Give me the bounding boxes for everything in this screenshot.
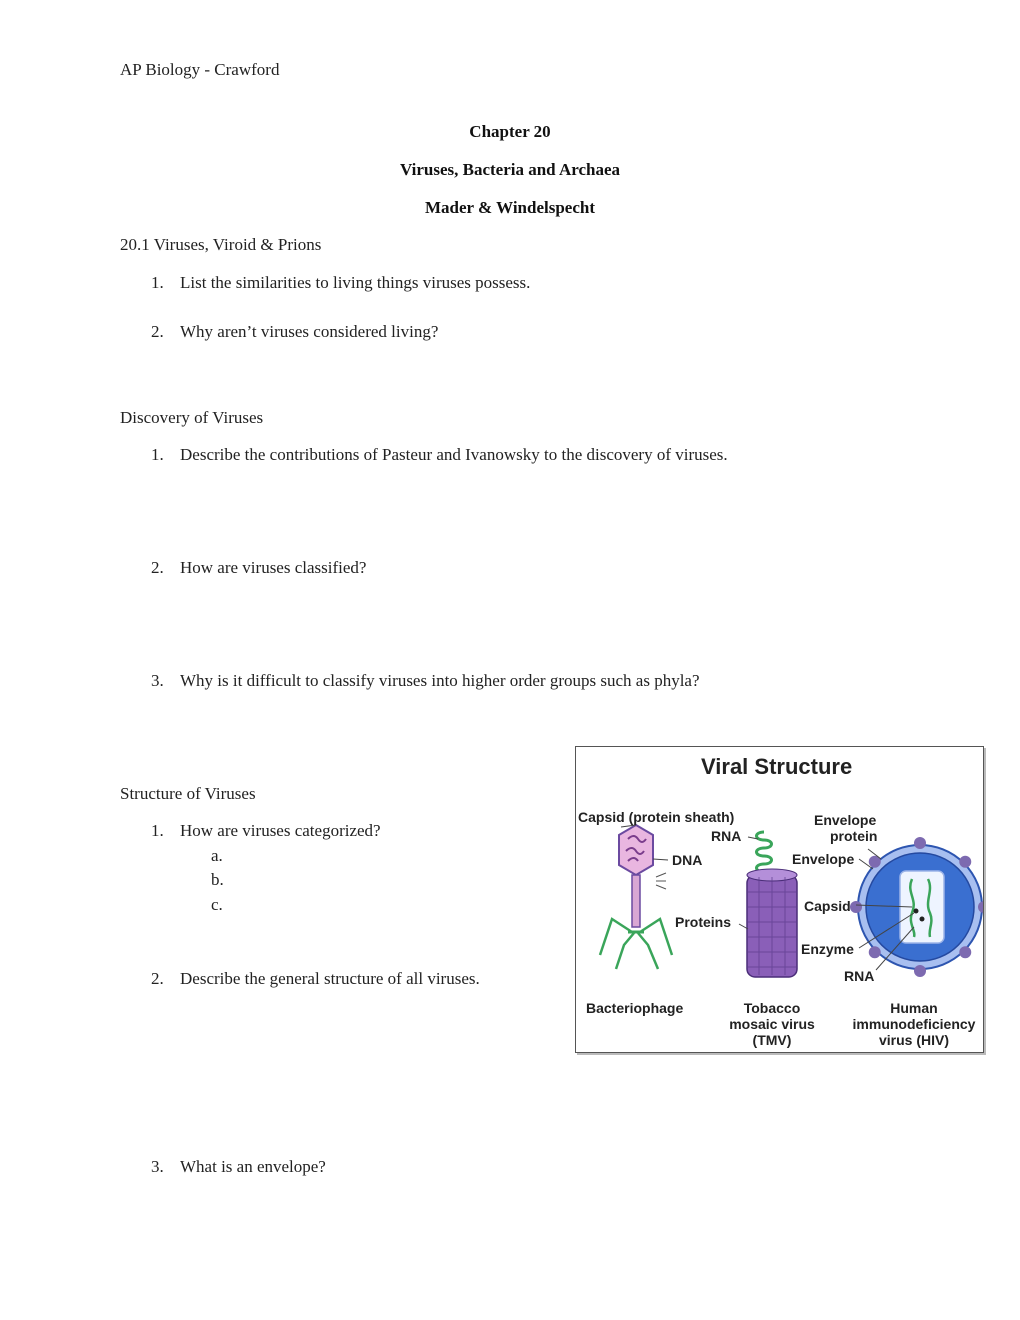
caption-hiv-line2: immunodeficiency (852, 1016, 976, 1032)
question-item (151, 1157, 326, 1177)
authors-title: Mader & Windelspecht (424, 198, 595, 217)
question-number: 2. (151, 322, 164, 341)
question-item (151, 671, 700, 691)
caption-hiv-line1: Human (890, 1000, 938, 1016)
label-proteins: Proteins (675, 914, 732, 930)
question-item (151, 821, 381, 841)
sub-item: a. (211, 846, 223, 865)
question-number: 2. (151, 558, 164, 577)
question-item (151, 445, 728, 465)
viral-structure-figure (575, 746, 984, 1053)
question-item (151, 969, 480, 989)
question-item (151, 322, 438, 342)
question-number: 2. (151, 969, 164, 988)
caption-bacteriophage: Bacteriophage (586, 1000, 684, 1016)
question-number: 3. (151, 1157, 164, 1176)
question-item (151, 273, 530, 293)
course-header: AP Biology - Crawford (120, 60, 280, 79)
label-envelope: Envelope (792, 851, 855, 867)
question-text: How are viruses classified? (180, 558, 367, 577)
question-number: 3. (151, 671, 164, 690)
question-text: Describe the general structure of all viruses. (180, 969, 480, 988)
sub-item: c. (211, 895, 223, 914)
chapter-title: Chapter 20 (469, 122, 551, 141)
question-text: Why is it difficult to classify viruses into higher order groups such as phyla? (180, 671, 700, 690)
label-rna-tmv: RNA (711, 828, 742, 844)
question-text: List the similarities to living things viruses possess. (180, 273, 531, 292)
label-rna-hiv: RNA (844, 968, 875, 984)
hiv-drawing (850, 837, 983, 977)
bacteriophage-drawing (600, 825, 672, 969)
question-number: 1. (151, 445, 164, 464)
section-heading: Structure of Viruses (120, 784, 256, 803)
figure-title: Viral Structure (701, 754, 853, 779)
section-heading: 20.1 Viruses, Viroid & Prions (120, 235, 322, 254)
question-number: 1. (151, 273, 164, 292)
question-text: What is an envelope? (180, 1157, 326, 1176)
caption-hiv-line3: virus (HIV) (878, 1032, 950, 1048)
label-envelope-protein-1: Envelope (814, 812, 877, 828)
question-text: How are viruses categorized? (180, 821, 381, 840)
caption-tmv-line1: Tobacco (743, 1000, 801, 1016)
label-capsid: Capsid (804, 898, 851, 914)
sub-item: b. (211, 870, 224, 889)
tmv-drawing (747, 832, 797, 977)
label-dna: DNA (672, 852, 703, 868)
question-text: Describe the contributions of Pasteur and Ivanowsky to the discovery of viruses. (180, 445, 728, 464)
subject-title: Viruses, Bacteria and Archaea (399, 160, 621, 179)
question-text: Why aren’t viruses considered living? (180, 322, 439, 341)
question-number: 1. (151, 821, 164, 840)
label-capsid-sheath: Capsid (protein sheath) (578, 809, 735, 825)
caption-tmv-line2: mosaic virus (729, 1016, 815, 1032)
viral-structure-diagram (576, 747, 983, 1052)
leader-line (653, 859, 668, 860)
section-heading: Discovery of Viruses (120, 408, 264, 427)
question-item (151, 558, 366, 578)
label-envelope-protein-2: protein (830, 828, 878, 844)
caption-tmv-line3: (TMV) (752, 1032, 792, 1048)
label-enzyme: Enzyme (801, 941, 854, 957)
